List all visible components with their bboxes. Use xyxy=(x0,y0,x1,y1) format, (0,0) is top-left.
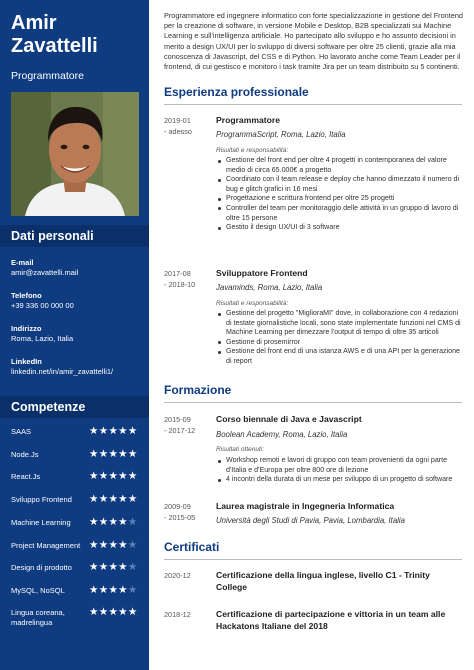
experience-1-company: ProgrammaScript, Roma, Lazio, Italia xyxy=(216,130,346,139)
star-rating-icon: ★★★★★ xyxy=(89,516,138,528)
skill-name: Node.Js xyxy=(11,450,39,459)
list-item: Gestione del front end di una istanza AWS e di una API per la generazione di report xyxy=(216,347,462,366)
candidate-name xyxy=(11,12,98,58)
education-1-school: Boolean Academy, Roma, Lazio, Italia xyxy=(216,430,348,439)
education-2-title: Laurea magistrale in Ingegneria Informatica xyxy=(216,501,395,511)
date-end: - 2015-05 xyxy=(164,513,196,522)
email-label: E-mail xyxy=(11,258,34,267)
skill-row xyxy=(11,427,141,441)
date-end: - 2017-12 xyxy=(164,426,196,435)
experience-2-bullets xyxy=(216,309,462,367)
experience-1-caption: Risultati e responsabilità: xyxy=(216,147,289,154)
experience-2-date xyxy=(164,268,212,290)
skill-name: MySQL, NoSQL xyxy=(11,586,65,595)
skill-row xyxy=(11,518,141,532)
main-content xyxy=(149,0,474,670)
skills-heading: Competenze xyxy=(0,396,149,418)
personal-data-heading: Dati personali xyxy=(0,225,149,247)
skill-row xyxy=(11,563,141,577)
skill-row xyxy=(11,606,141,627)
star-rating-icon: ★★★★★ xyxy=(89,448,138,460)
education-1-bullets xyxy=(216,456,462,485)
phone-value[interactable]: +39 336 00 000 00 xyxy=(11,301,74,310)
education-1-title: Corso biennale di Java e Javascript xyxy=(216,414,362,424)
certificate-2-title: Certificazione di partecipazione e vittoria in un team alle Hackatons Italiane del 2018 xyxy=(216,609,446,631)
certificate-2-date: 2018-12 xyxy=(164,610,191,619)
education-2-date xyxy=(164,501,212,523)
skill-name: Lingua coreana, madrelingua xyxy=(11,608,65,627)
certificate-1-title: Certificazione della lingua inglese, livello C1 - Trinity College xyxy=(216,570,430,592)
linkedin-label: LinkedIn xyxy=(11,357,42,366)
star-rating-icon: ★★★★★ xyxy=(89,425,138,437)
star-rating-icon: ★★★★★ xyxy=(89,606,138,618)
star-rating-icon: ★★★★★ xyxy=(89,539,138,551)
star-rating-icon: ★★★★★ xyxy=(89,584,138,596)
certificate-1-date: 2020-12 xyxy=(164,571,191,580)
sidebar xyxy=(0,0,149,670)
star-rating-icon: ★★★★★ xyxy=(89,493,138,505)
list-item: Controller del team per monitoraggio delle attività in un gruppo di lavoro di oltre 15 persone xyxy=(216,204,462,223)
first-name: Amir xyxy=(11,12,57,34)
section-divider xyxy=(164,402,462,403)
experience-2-caption: Risultati e responsabilità: xyxy=(216,300,289,307)
education-2-school: Università degli Studi di Pavia, Pavia, Lombardia, Italia xyxy=(216,516,405,525)
list-item: Gestione del front end per oltre 4 progetti in contemporanea del valore medio di circa 65.000€ a progetto xyxy=(216,156,462,175)
skill-row xyxy=(11,541,141,555)
skill-row xyxy=(11,472,141,486)
section-divider xyxy=(164,104,462,105)
experience-1-bullets xyxy=(216,156,462,233)
date-start: 2015-09 xyxy=(164,415,191,424)
person-portrait-icon xyxy=(11,92,139,216)
skill-name: Sviluppo Frontend xyxy=(11,495,72,504)
section-divider xyxy=(164,559,462,560)
skill-row xyxy=(11,586,141,600)
list-item: 4 incontri della durata di un mese per sviluppo di un progetto di software xyxy=(216,475,462,485)
address-value: Roma, Lazio, Italia xyxy=(11,334,74,343)
skill-row xyxy=(11,450,141,464)
candidate-role: Programmatore xyxy=(11,70,84,82)
last-name: Zavattelli xyxy=(11,35,98,57)
experience-2-title: Sviluppatore Frontend xyxy=(216,268,308,278)
list-item: Progettazione e scrittura frontend per oltre 25 progetti xyxy=(216,194,462,204)
star-rating-icon: ★★★★★ xyxy=(89,561,138,573)
phone-label: Telefono xyxy=(11,291,42,300)
date-end: - adesso xyxy=(164,127,192,136)
skill-row xyxy=(11,495,141,509)
linkedin-value[interactable]: linkedin.net/in/amir_zavattelli1/ xyxy=(11,367,114,376)
experience-1-title: Programmatore xyxy=(216,115,280,125)
experience-heading: Esperienza professionale xyxy=(164,85,309,99)
date-start: 2019-01 xyxy=(164,116,191,125)
email-value[interactable]: amir@zavattelli.mail xyxy=(11,268,79,277)
date-end: - 2018-10 xyxy=(164,280,196,289)
certificates-heading: Certificati xyxy=(164,540,220,554)
skill-name: Machine Learning xyxy=(11,518,71,527)
date-start: 2009-09 xyxy=(164,502,191,511)
skill-name: React.Js xyxy=(11,472,41,481)
star-rating-icon: ★★★★★ xyxy=(89,470,138,482)
experience-2-company: Javaminds, Roma, Lazio, Italia xyxy=(216,283,323,292)
list-item: Gestione di prosemirror xyxy=(216,338,462,348)
date-start: 2017-08 xyxy=(164,269,191,278)
list-item: Gestito il design UX/UI di 3 software xyxy=(216,223,462,233)
list-item: Coordinato con il team release e deploy che hanno dimezzato il numero di bug e glitch grafici in 16 mesi xyxy=(216,175,462,194)
skill-name: Project Management xyxy=(11,541,81,550)
education-1-date xyxy=(164,414,212,436)
address-label: Indirizzo xyxy=(11,324,42,333)
list-item: Gestione del progetto "MiglioraMI" dove, in collaborazione con 4 redazioni di testate giornalistiche locali, sono state implementate funzioni nel CMS di Machine Learning per dimezzare l'output di tempo di oltre 35 articoli xyxy=(216,309,462,338)
education-heading: Formazione xyxy=(164,383,232,397)
skill-name: Design di prodotto xyxy=(11,563,72,572)
skill-name: SAAS xyxy=(11,427,32,436)
education-1-caption: Risultati ottenuti: xyxy=(216,446,265,453)
profile-summary: Programmatore ed ingegnere informatico con forte specializzazione in gestione del Frontend per la creazione di software, in versione Mobile e Desktop, B2B specializzati sui Machine Learning e sull'intelligenza artificiale. Ho partecipato allo sviluppo e ho assunto decisioni in merito a design UX/UI per lo sviluppo di diversi software per oltre 25 clienti, grazie alla mia conoscenza di Javascript, del CSS e di Python. Ho lavorato anche come Team Leader per il frontend, di cui gestisco e monitoro i task tramite Jira per un team distribuito su 5 continenti. xyxy=(164,11,463,72)
list-item: Workshop remoti e lavori di gruppo con team provenienti da ogni parte d'Italia e d'Europa per oltre 800 ore di lezione xyxy=(216,456,462,475)
experience-1-date xyxy=(164,115,212,137)
